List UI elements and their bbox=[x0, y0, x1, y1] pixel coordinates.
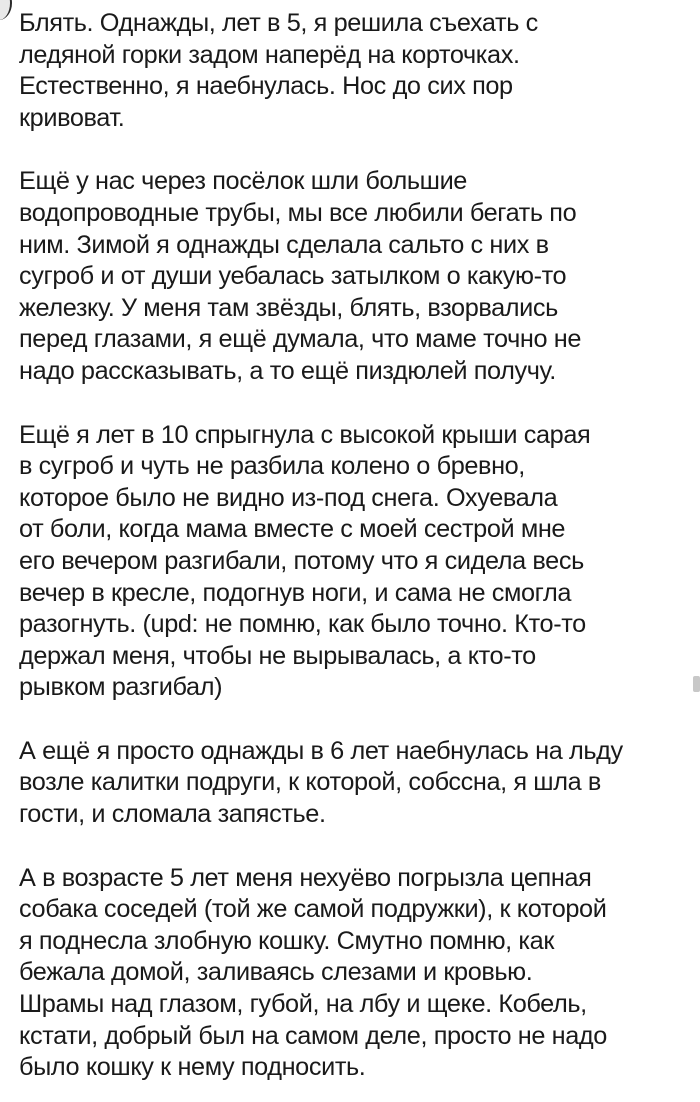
text-line: надо рассказывать, а то ещё пиздюлей получу. bbox=[19, 356, 556, 385]
paragraph-3 bbox=[19, 420, 695, 704]
text-line: А ещё я просто однажды в 6 лет наебнулась на льду bbox=[19, 736, 623, 765]
text-line: я поднесла злобную кошку. Смутно помню, как bbox=[19, 926, 554, 955]
scrollbar-thumb[interactable] bbox=[693, 676, 700, 692]
text-line: Естественно, я наебнулась. Нос до сих пор bbox=[19, 72, 513, 101]
text-line: кривоват. bbox=[19, 103, 125, 132]
text-line: от боли, когда мама вместе с моей сестрой мне bbox=[19, 515, 566, 544]
text-line: в сугроб и чуть не разбила колено о бревно, bbox=[19, 452, 525, 481]
text-line: вечер в кресле, подогнув ноги, и сама не смогла bbox=[19, 578, 571, 607]
text-line: держал меня, чтобы не вырывалась, а кто-то bbox=[19, 641, 536, 670]
text-line: Ещё я лет в 10 спрыгнула с высокой крыши сарая bbox=[19, 420, 591, 449]
text-line: перед глазами, я ещё думала, что маме точно не bbox=[19, 325, 582, 354]
text-line: Шрамы над глазом, губой, на лбу и щеке. Кобель, bbox=[19, 990, 587, 1019]
paragraph-2 bbox=[19, 166, 695, 387]
text-line: возле калитки подруги, к которой, собссна, я шла в bbox=[19, 768, 601, 797]
paragraph-1 bbox=[19, 8, 695, 134]
text-line: сугроб и от души уебалась затылком о какую-то bbox=[19, 262, 567, 291]
avatar[interactable] bbox=[0, 0, 12, 20]
text-line: разогнуть. (upd: не помню, как было точно. Кто-то bbox=[19, 610, 586, 639]
text-line: бежала домой, заливаясь слезами и кровью. bbox=[19, 958, 533, 987]
text-line: А в возрасте 5 лет меня нехуёво погрызла цепная bbox=[19, 863, 592, 892]
paragraph-5 bbox=[19, 863, 695, 1084]
text-line: гости, и сломала запястье. bbox=[19, 800, 326, 829]
text-line: ледяной горки задом наперёд на корточках. bbox=[19, 40, 520, 69]
post-text bbox=[19, 8, 695, 1084]
text-line: ним. Зимой я однажды сделала сальто с них в bbox=[19, 230, 549, 259]
text-line: собака соседей (той же самой подружки), к которой bbox=[19, 895, 607, 924]
text-line: Блять. Однажды, лет в 5, я решила съехать с bbox=[19, 9, 538, 37]
text-line: Ещё у нас через посёлок шли большие bbox=[19, 167, 467, 196]
text-line: кстати, добрый был на самом деле, просто не надо bbox=[19, 1021, 607, 1050]
text-line: водопроводные трубы, мы все любили бегать по bbox=[19, 198, 577, 227]
text-line: рывком разгибал) bbox=[19, 673, 223, 702]
text-line: его вечером разгибали, потому что я сидела весь bbox=[19, 546, 584, 575]
text-line: которое было не видно из-под снега. Охуевала bbox=[19, 483, 558, 512]
text-line: железку. У меня там звёзды, блять, взорвались bbox=[19, 293, 558, 322]
paragraph-4 bbox=[19, 736, 695, 831]
text-line: было кошку к нему подносить. bbox=[19, 1053, 366, 1082]
